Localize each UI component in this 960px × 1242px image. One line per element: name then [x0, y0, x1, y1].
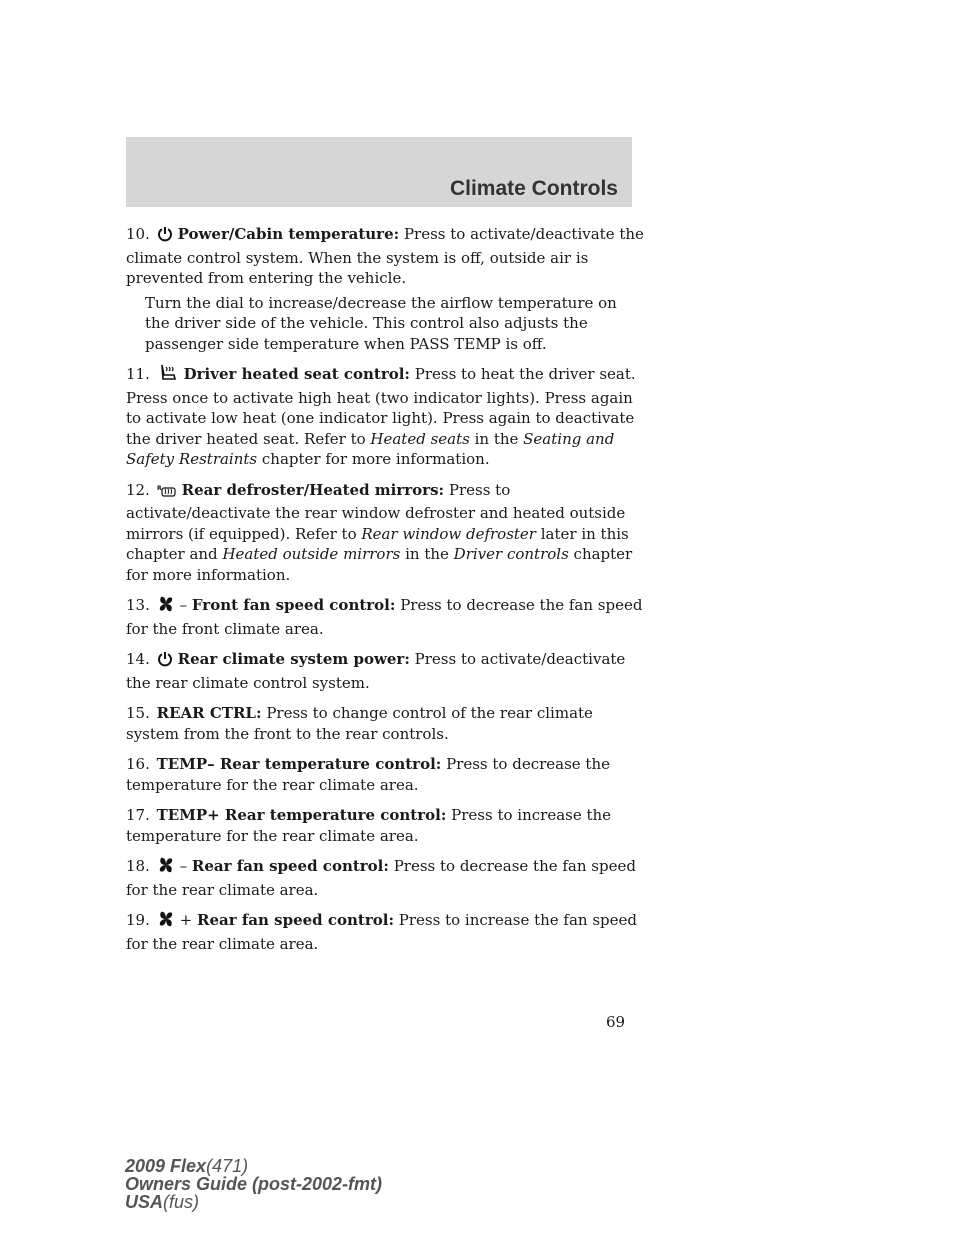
item-19: 19. + Rear fan speed control: Press to increase the fan speed for the rear climate area.: [126, 911, 638, 953]
footer-line-3: USA(fus): [125, 1192, 200, 1212]
power-icon: [157, 651, 173, 673]
page-number: 69: [606, 1013, 626, 1031]
item-18: 18. – Rear fan speed control: Press to decrease the fan speed for the rear climate area.: [126, 857, 636, 899]
fan-icon: [157, 856, 175, 880]
item-10: 10. Power/Cabin temperature: Press to activate/deactivate the climate control system. When the system is off, outside air is prevented from entering the vehicle.: [126, 225, 644, 287]
item-10-detail: Turn the dial to increase/decrease the airflow temperature on the driver side of the vehicle. This control also adjusts the passenger side temperature when PASS TEMP is off.: [145, 293, 617, 353]
item-14: 14. Rear climate system power: Press to activate/deactivate the rear climate control system.: [126, 650, 626, 692]
power-icon: [157, 226, 173, 248]
document-footer: [125, 1157, 382, 1211]
fan-icon: [157, 910, 175, 934]
item-17: 17. TEMP+ Rear temperature control: Press to increase the temperature for the rear climate area.: [126, 806, 612, 845]
fan-icon: [157, 595, 175, 619]
item-16: 16. TEMP– Rear temperature control: Press to decrease the temperature for the rear climate area.: [126, 755, 611, 794]
item-15: 15. REAR CTRL: Press to change control of the rear climate system from the front to the rear controls.: [126, 704, 593, 743]
manual-content: [126, 224, 646, 964]
section-title: Climate Controls: [449, 177, 618, 200]
item-13: 13. – Front fan speed control: Press to decrease the fan speed for the front climate area.: [126, 596, 643, 638]
rear-defrost-icon: [157, 483, 177, 504]
footer-line-2: Owners Guide (post-2002-fmt): [125, 1174, 383, 1194]
item-11: 11. Driver heated seat control: Press to heat the driver seat. Press once to activate high heat (two indicator lights). Press again to activate low heat (one indicator light). Press again to deactivate the driver heated seat. Refer to Heated seats in the Seating and Safety Restraints chapter for more information.: [126, 365, 636, 468]
footer-line-1: 2009 Flex(471): [125, 1156, 249, 1176]
item-12: 12. R Rear defroster/Heated mirrors: Press to activate/deactivate the rear window defroster and heated outside mirrors (if equipped). Refer to Rear window defroster later in this chapter and Heated outside mirrors in the Driver controls chapter for more information.: [126, 480, 633, 584]
section-header: [126, 137, 632, 207]
svg-text:R: R: [156, 484, 162, 492]
heated-seat-icon: [157, 364, 179, 388]
